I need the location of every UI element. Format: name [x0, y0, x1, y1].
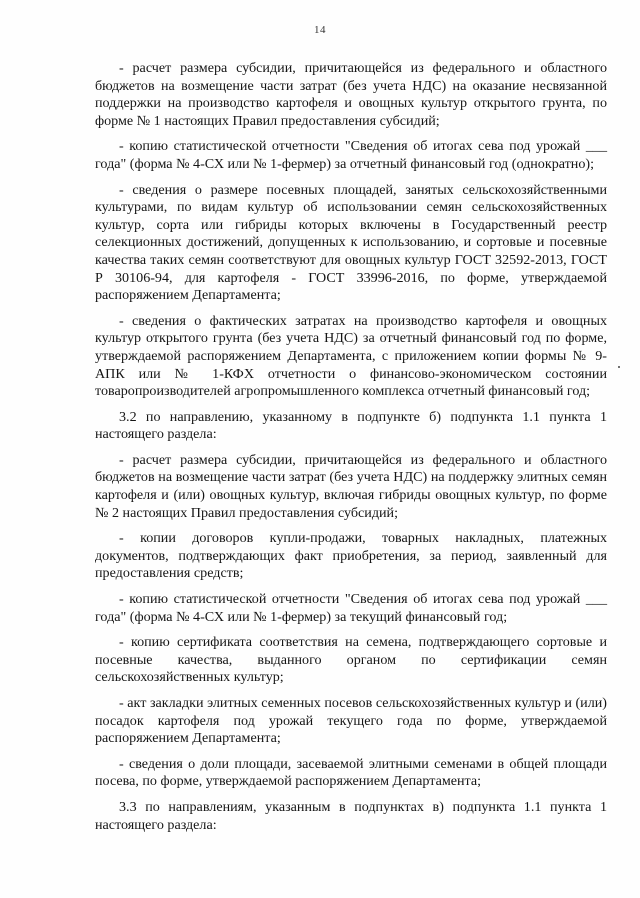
- page-number: 14: [314, 24, 326, 36]
- paragraph-section-3-2: 3.2 по направлению, указанному в подпункте б) подпункта 1.1 пункта 1 настоящего раздела:: [95, 408, 607, 443]
- paragraph-contract-copies: - копии договоров купли-продажи, товарных накладных, платежных документов, подтверждающих факт приобретения, за период, заявленный для предоставления средств;: [95, 530, 607, 582]
- paragraph-elite-seed-area-share: - сведения о доли площади, засеваемой элитными семенами в общей площади посева, по форме, утверждаемой распоряжением Департамента;: [95, 755, 607, 790]
- paragraph-sown-area-info: - сведения о размере посевных площадей, занятых сельскохозяйственными культурами, по видам культур об использовании семян сельскохозяйственных культур, сорта или гибриды которых включены в Государственный реестр селекционных достижений, допущенных к использованию, и сортовые и посевные качества таких семян соответствуют для овощных культур ГОСТ 32592-2013, ГОСТ Р 30106-94, для картофеля - ГОСТ 33996-2016, по форме, утверждаемой распоряжением Департамента;: [95, 181, 607, 304]
- paragraph-subsidy-calculation-form-1: - расчет размера субсидии, причитающейся из федерального и областного бюджетов на возмещение части затрат (без учета НДС) на оказание несвязанной поддержки на производство картофеля и овощных культур открытого грунта, по форме № 1 настоящих Правил предоставления субсидий;: [95, 60, 607, 129]
- paragraph-subsidy-calculation-form-2: - расчет размера субсидии, причитающейся из федерального и областного бюджетов на возмещение части затрат (без учета НДС) на поддержку элитных семян картофеля и (или) овощных культур, включая гибриды овощных культур, по форме № 2 настоящих Правил предоставления субсидий;: [95, 451, 607, 521]
- paragraph-statistical-report-reporting-year: - копию статистической отчетности "Сведения об итогах сева под урожай ___ года" (форма № 4-СХ или № 1-фермер) за отчетный финансовый год (однократно);: [95, 138, 607, 172]
- paragraph-actual-costs-info: - сведения о фактических затратах на производство картофеля и овощных культур открытого грунта (без учета НДС) за отчетный финансовый год по форме, утверждаемой распоряжением Департамента, с приложением копии формы № 9-АПК или № 1-КФХ отчетности о финансово-экономическом состоянии товаропроизводителей агропромышленного комплекса отчетный финансовый год;: [95, 312, 607, 400]
- paragraph-statistical-report-current-year: - копию статистической отчетности "Сведения об итогах сева под урожай ___ года" (форма № 4-СХ или № 1-фермер) за текущий финансовый год;: [95, 591, 607, 625]
- document-body: [95, 60, 607, 842]
- scan-speck: [618, 366, 620, 368]
- paragraph-seed-certificate: - копию сертификата соответствия на семена, подтверждающего сортовые и посевные качества, выданного органом по сертификации семян сельскохозяйственных культур;: [95, 634, 607, 686]
- paragraph-elite-seed-act: - акт закладки элитных семенных посевов сельскохозяйственных культур и (или) посадок картофеля под урожай текущего года по форме, утверждаемой распоряжением Департамента;: [95, 695, 607, 747]
- paragraph-section-3-3: 3.3 по направлениям, указанным в подпунктах в) подпункта 1.1 пункта 1 настоящего раздела:: [95, 798, 607, 833]
